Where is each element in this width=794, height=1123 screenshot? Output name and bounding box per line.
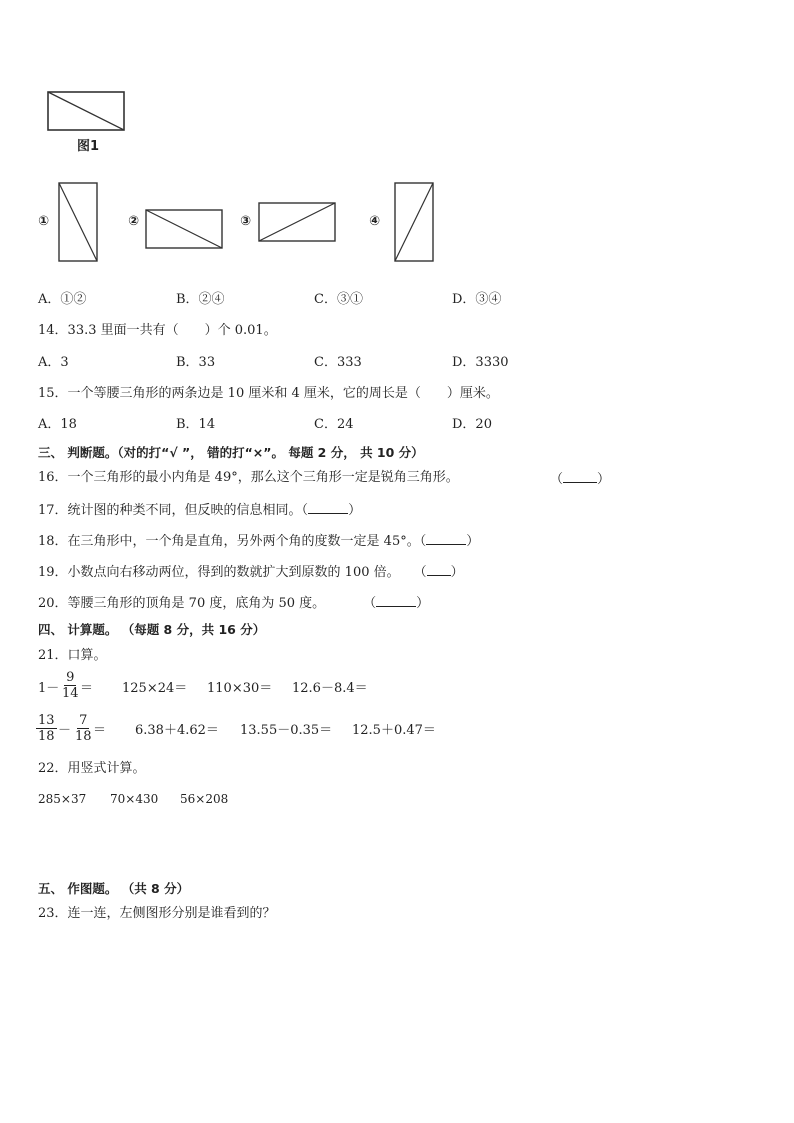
q17-stem: 17．统计图的种类不同，但反映的信息相同。（ ）	[38, 503, 362, 518]
option-figure-2	[145, 209, 225, 251]
q21-r2-item-1: 6.38＋4.62＝	[135, 723, 219, 738]
q18-answer-blank[interactable]: （ ）	[419, 534, 480, 549]
q21-r2-equals: ＝	[93, 723, 107, 738]
q14-choice-c: C．333	[314, 355, 362, 370]
option-figure-3-label: ③	[240, 214, 252, 229]
figure-1-rectangle	[47, 91, 127, 133]
q21-r1-item-2: 110×30＝	[207, 681, 273, 696]
q13-choice-a: A．①②	[38, 292, 87, 307]
q21-stem: 21．口算。	[38, 648, 107, 663]
q13-choice-b: B．②④	[176, 292, 225, 307]
q22-item-3: 56×208	[180, 792, 229, 806]
option-figure-2-label: ②	[128, 214, 140, 229]
q14-stem: 14．33.3 里面一共有（ ）个 0.01。	[38, 323, 277, 338]
q15-choice-c: C．24	[314, 417, 354, 432]
q14-choice-d: D．3330	[452, 355, 509, 370]
q13-choice-d: D．③④	[452, 292, 502, 307]
q21-r2-item-3: 12.5＋0.47＝	[352, 723, 436, 738]
q14-choice-a: A．3	[38, 355, 69, 370]
q21-r2-minus: －	[58, 723, 72, 738]
q21-r1-item-1: 125×24＝	[122, 681, 188, 696]
section-4-title: 四、 计算题。 （每题 8 分，共 16 分）	[38, 622, 266, 637]
q20-stem: 20．等腰三角形的顶角是 70 度，底角为 50 度。 （ ）	[38, 596, 430, 611]
q21-r2-item-2: 13.55－0.35＝	[240, 723, 333, 738]
q21-r1-item-3: 12.6－8.4＝	[292, 681, 368, 696]
q21-r1-lead: 1－	[38, 681, 60, 696]
q22-item-1: 285×37	[38, 792, 87, 806]
q14-choice-b: B．33	[176, 355, 216, 370]
q15-choice-d: D．20	[452, 417, 492, 432]
q21-r2-fraction-1: $\frac{13}{18}$	[38, 713, 55, 744]
q19-stem: 19．小数点向右移动两位，得到的数就扩大到原数的 100 倍。 （ ）	[38, 565, 464, 580]
q22-stem: 22．用竖式计算。	[38, 761, 146, 776]
section-3-title: 三、 判断题。（对的打“√ ”， 错的打“×”。 每题 2 分， 共 10 分）	[38, 445, 424, 460]
option-figure-3	[258, 202, 338, 244]
q17-answer-blank[interactable]: （ ）	[301, 503, 362, 518]
option-figure-4-label: ④	[369, 214, 381, 229]
option-figure-1	[58, 182, 100, 264]
q15-choice-b: B．14	[176, 417, 216, 432]
q21-r2-fraction-2: $\frac{7}{18}$	[75, 713, 92, 744]
q18-stem: 18．在三角形中，一个角是直角，另外两个角的度数一定是 45°。（ ）	[38, 534, 480, 549]
q13-choice-c: C．③①	[314, 292, 363, 307]
q16-answer-blank[interactable]: （ ）	[550, 472, 611, 487]
q16-stem: 16．一个三角形的最小内角是 49°，那么这个三角形一定是锐角三角形。	[38, 470, 459, 485]
option-figure-1-label: ①	[38, 214, 50, 229]
option-figure-4	[394, 182, 436, 264]
q20-answer-blank[interactable]: （ ）	[363, 596, 430, 611]
section-5-title: 五、 作图题。 （共 8 分）	[38, 881, 190, 896]
q21-r1-fraction: $\frac{9}{14}$	[62, 670, 79, 701]
q23-stem: 23．连一连，左侧图形分别是谁看到的？	[38, 906, 276, 921]
q15-choice-a: A．18	[38, 417, 77, 432]
figure-1-label: 图1	[77, 139, 100, 154]
q15-stem: 15．一个等腰三角形的两条边是 10 厘米和 4 厘米，它的周长是（ ）厘米。	[38, 386, 499, 401]
q21-r1-equals: ＝	[80, 681, 94, 696]
q19-answer-blank[interactable]: （ ）	[413, 565, 464, 580]
q22-item-2: 70×430	[110, 792, 159, 806]
